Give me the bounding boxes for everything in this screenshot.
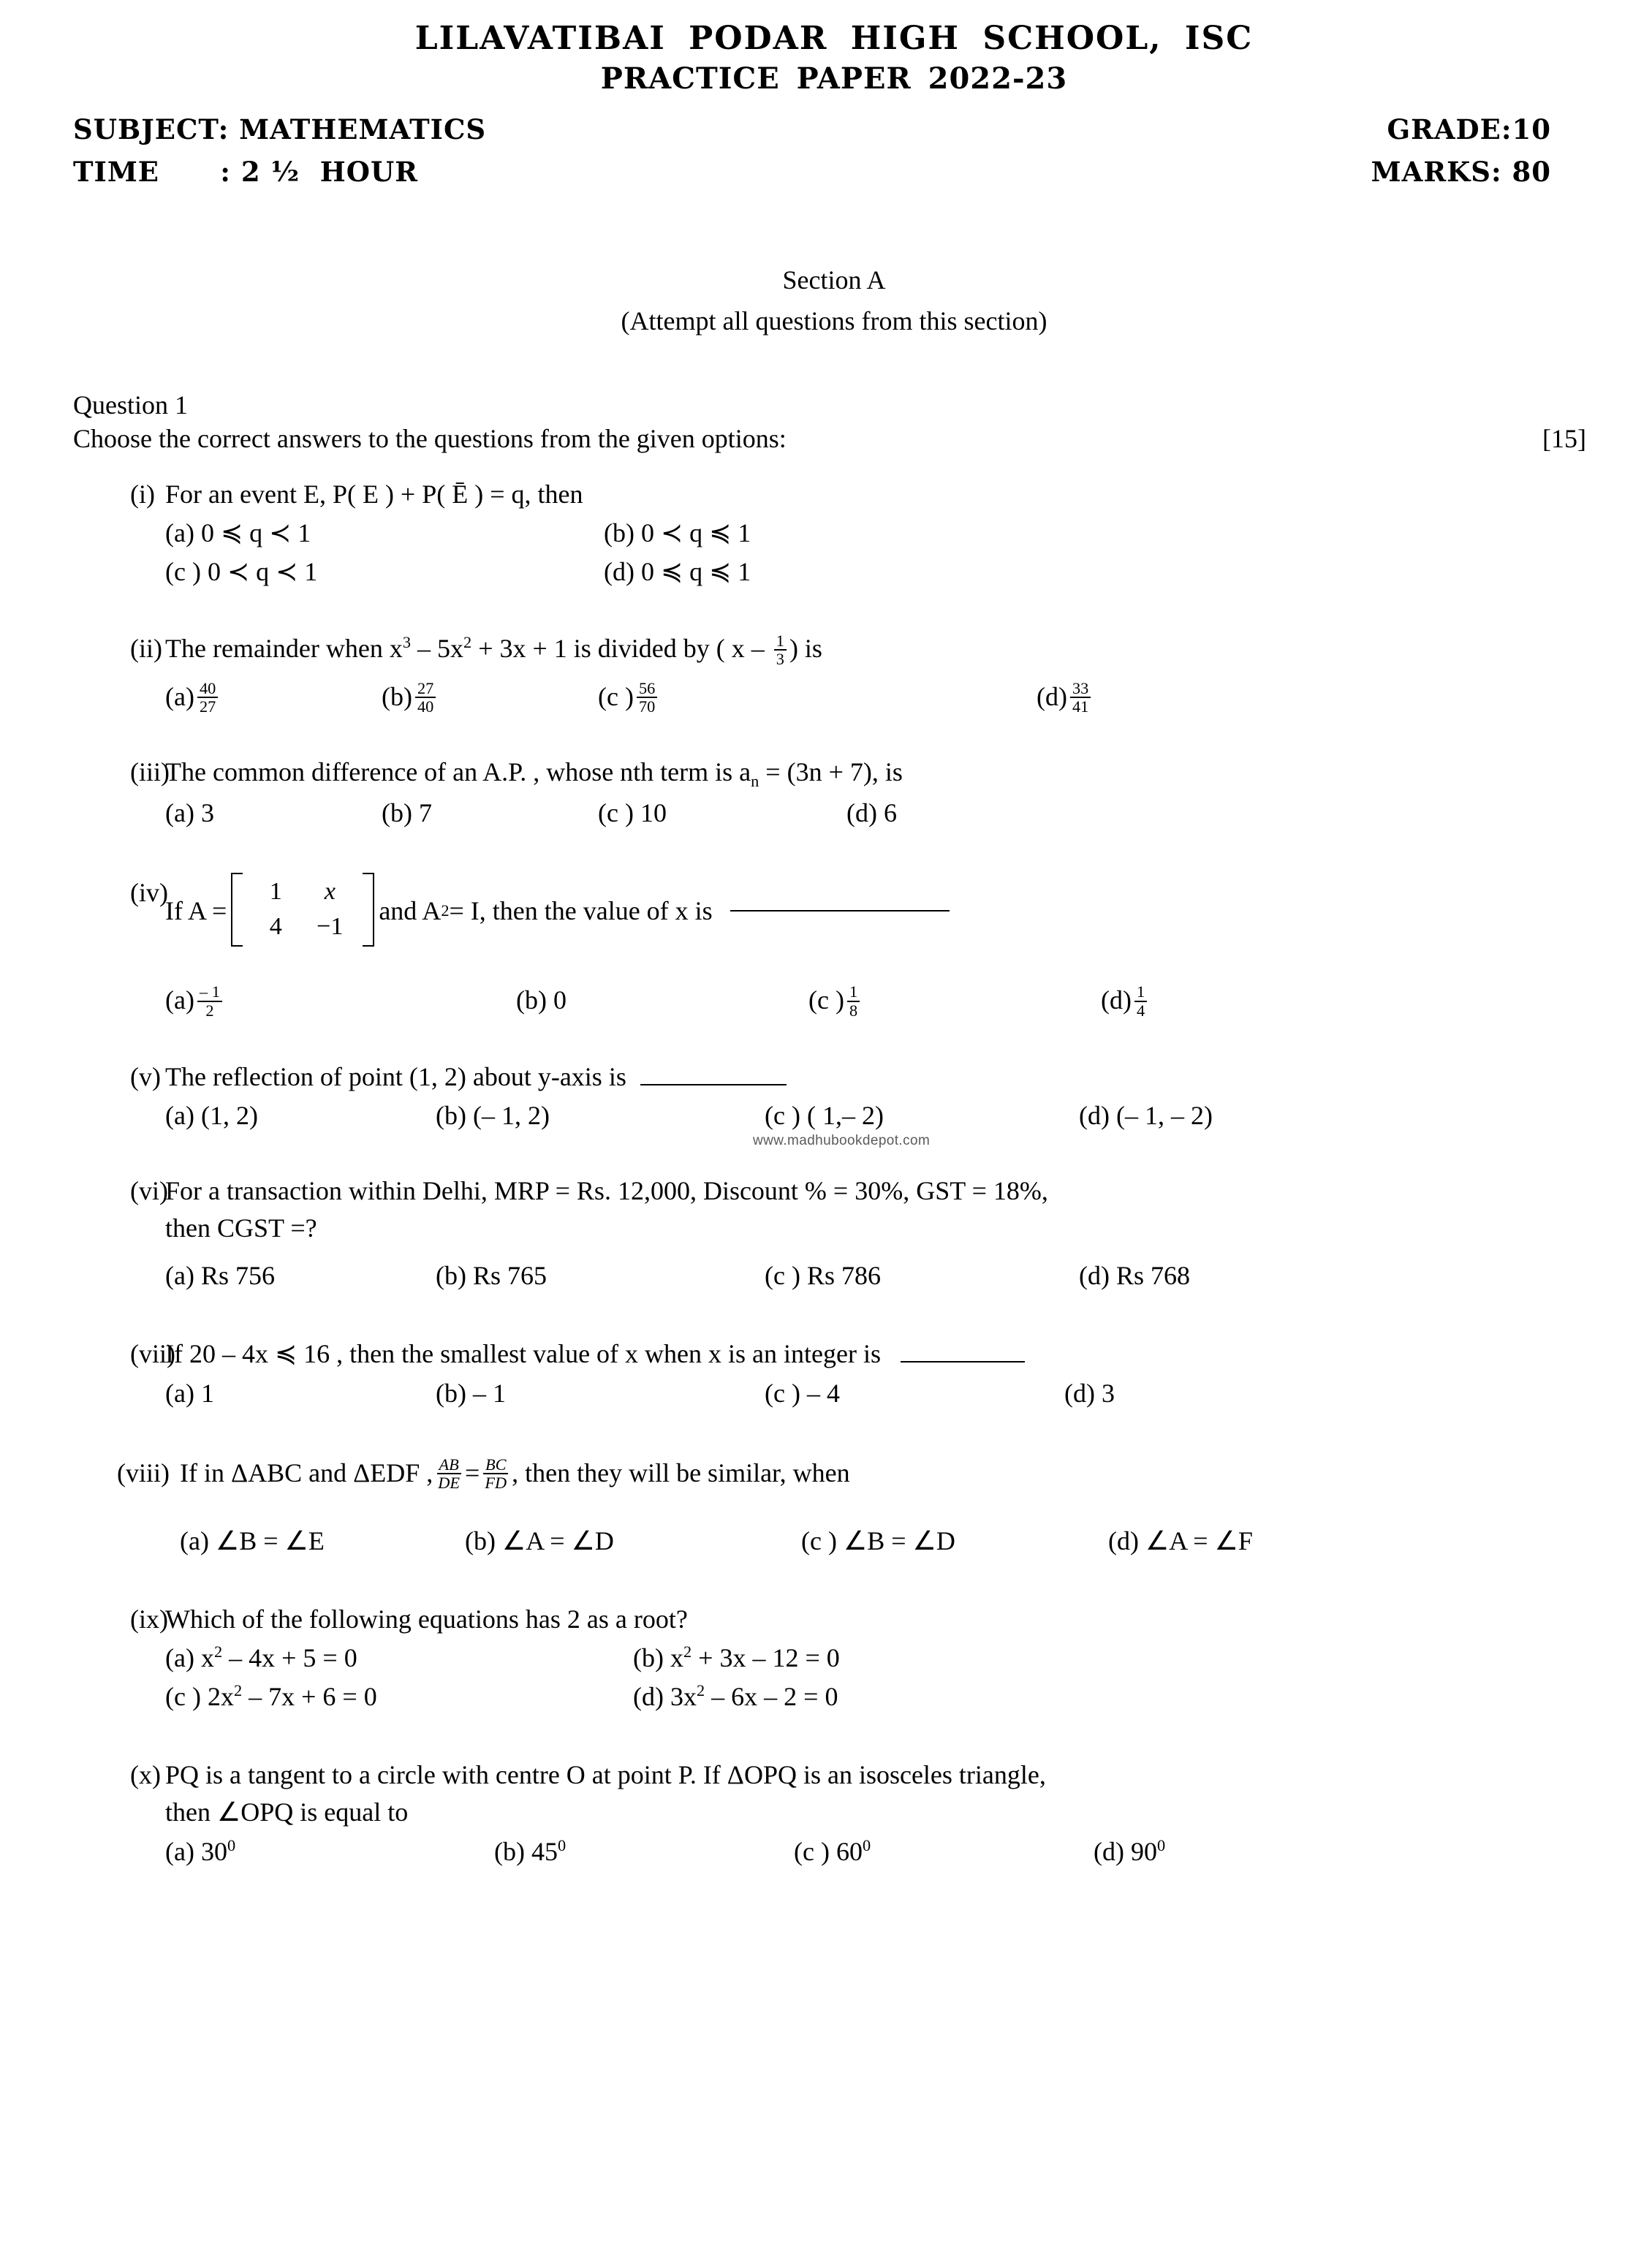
fraction: $\frac{1}{4}$ — [1134, 983, 1147, 1019]
item-roman: (iv) — [130, 877, 168, 907]
time-marks-row — [73, 156, 1595, 188]
option-d[interactable]: (d) $90^0$ — [1094, 1835, 1166, 1866]
fraction: $\frac{27}{40}$ — [415, 680, 436, 716]
option-b[interactable]: (b) (– 1, 2) — [436, 1101, 550, 1131]
item-roman: (vii) — [130, 1339, 175, 1369]
stem-part: The reflection of point (1, 2) about y-axis is — [165, 1061, 626, 1091]
bracket-right — [363, 873, 374, 947]
option-b[interactable]: (b) $x^2 + 3x - 12 = 0$ — [633, 1642, 840, 1673]
stem-part: The remainder when x — [165, 634, 403, 664]
item-roman: (ii) — [130, 634, 162, 664]
option-c[interactable]: (c ) ( 1,– 2) — [765, 1101, 884, 1131]
option-row — [165, 1257, 1595, 1295]
fraction: $\frac{33}{41}$ — [1070, 680, 1091, 716]
item-stem-line-1: For a transaction within Delhi, MRP = Rs. 12,000, Discount % = 30%, GST = 18%, — [165, 1176, 1048, 1206]
stem-part: If A = — [165, 895, 227, 925]
fraction: $\frac{- 1}{2}$ — [197, 983, 222, 1019]
option-b[interactable]: (b) ∠A = ∠D — [465, 1526, 614, 1555]
school-name: LILAVATIBAI PODAR HIGH SCHOOL, ISC — [414, 20, 1254, 57]
item-stem: For an event E, P( E ) + P( Ē ) = q, then — [165, 480, 583, 509]
option-c[interactable]: (c ) 10 — [598, 797, 667, 827]
bracket-left — [231, 873, 243, 947]
option-a[interactable]: (a) ∠B = ∠E — [180, 1526, 325, 1555]
option-c[interactable]: (c ) $60^0$ — [794, 1835, 871, 1866]
option-a[interactable]: (a) $\frac{40}{27}$ — [165, 678, 382, 717]
stem-subscript: n — [751, 771, 759, 790]
mcq-item-i — [73, 476, 1595, 591]
paper-title: PRACTICE PAPER 2022-23 — [600, 61, 1068, 96]
option-b[interactable]: (b) 7 — [382, 797, 432, 827]
option-d[interactable]: (d) ∠A = ∠F — [1108, 1526, 1253, 1555]
item-roman: (x) — [130, 1760, 161, 1790]
mcq-item-iii — [73, 754, 1595, 832]
marks-label: MARKS: 80 — [1371, 155, 1551, 188]
option-row — [165, 678, 1595, 717]
option-row — [180, 1523, 1595, 1560]
stem-exponent: 3 — [402, 633, 412, 652]
fraction: $\frac{1}{8}$ — [847, 983, 860, 1019]
option-row — [165, 1375, 1595, 1412]
stem-part: and A — [379, 895, 442, 925]
question-marks: [15] — [1542, 424, 1586, 454]
option-d[interactable]: (d) (– 1, – 2) — [1079, 1101, 1213, 1131]
stem-part: If in ΔABC and ΔEDF , — [180, 1458, 433, 1487]
option-row — [165, 1640, 1595, 1677]
option-d[interactable]: (d) $3x^2 - 6x - 2 = 0$ — [633, 1681, 838, 1712]
option-c[interactable]: (c ) $\frac{1}{8}$ — [808, 982, 1101, 1020]
mcq-item-v — [73, 1058, 1595, 1134]
section-title: Section A — [782, 265, 886, 295]
option-row — [165, 1833, 1595, 1871]
matrix-A — [231, 873, 374, 947]
answer-blank[interactable] — [640, 1084, 787, 1085]
grade-label: GRADE:10 — [1387, 113, 1551, 145]
mcq-item-ix — [73, 1601, 1595, 1716]
stem-part: The common difference of an A.P. , whose nth term is a — [165, 757, 751, 787]
option-row — [165, 1678, 1595, 1716]
option-b[interactable]: (b) Rs 765 — [436, 1261, 547, 1291]
matrix-cell: 4 — [269, 913, 282, 941]
option-a[interactable]: (a) (1, 2) — [165, 1101, 258, 1131]
matrix-cell: −1 — [317, 913, 344, 941]
option-row — [165, 515, 1595, 552]
fraction: $\frac{40}{27}$ — [197, 680, 218, 716]
option-b[interactable]: (b) $\frac{27}{40}$ — [382, 678, 598, 717]
item-stem — [180, 1455, 1595, 1493]
option-a[interactable]: (a) $x^2 - 4x + 5 = 0$ — [165, 1642, 357, 1673]
stem-part: + 3x + 1 is divided by ( x – — [471, 634, 771, 664]
mcq-item-x — [73, 1756, 1595, 1870]
item-stem-line-1: PQ is a tangent to a circle with centre O at point P. If ΔOPQ is an isosceles triangle, — [165, 1760, 1046, 1790]
subject-label: SUBJECT: MATHEMATICS — [73, 113, 487, 145]
option-a[interactable]: (a) 3 — [165, 797, 214, 827]
item-roman: (viii) — [117, 1458, 170, 1487]
stem-part: – 5x — [411, 634, 464, 664]
item-stem — [165, 1335, 1595, 1373]
option-b[interactable]: (b) 0 ≺ q ≼ 1 — [604, 518, 751, 548]
option-c[interactable]: (c ) 0 ≺ q ≺ 1 — [165, 557, 318, 587]
option-a[interactable]: (a) Rs 756 — [165, 1261, 275, 1291]
mcq-item-iv — [73, 874, 1595, 1020]
fraction: $\frac{56}{70}$ — [637, 680, 657, 716]
stem-exponent: 2 — [441, 901, 450, 920]
option-row — [165, 795, 1595, 832]
option-row — [165, 553, 1595, 591]
item-roman: (ix) — [130, 1604, 168, 1634]
option-d[interactable]: (d) 0 ≼ q ≼ 1 — [604, 557, 751, 587]
option-d[interactable]: (d) $\frac{33}{41}$ — [1037, 678, 1094, 717]
option-c[interactable]: (c ) ∠B = ∠D — [801, 1526, 955, 1555]
stem-part: If 20 – 4x ≼ 16 , then the smallest value of x when x is an integer is — [165, 1339, 881, 1369]
item-roman: (v) — [130, 1061, 161, 1091]
item-stem-line-2: then ∠OPQ is equal to — [165, 1797, 409, 1827]
matrix-cell: 1 — [269, 877, 282, 905]
stem-part: = (3n + 7), is — [759, 757, 903, 787]
option-b[interactable]: (b) 0 — [516, 985, 567, 1015]
item-roman: (i) — [130, 480, 155, 509]
fraction-ab-de: $\frac{AB}{DE}$ — [438, 1455, 461, 1493]
option-b[interactable]: (b) – 1 — [436, 1378, 506, 1408]
option-a[interactable]: (a) 0 ≼ q ≺ 1 — [165, 518, 311, 548]
item-stem — [165, 630, 1595, 669]
option-b[interactable]: (b) $45^0$ — [494, 1835, 567, 1866]
item-roman: (iii) — [130, 757, 170, 787]
item-stem — [165, 874, 1595, 948]
option-d[interactable]: (d) 3 — [1064, 1378, 1115, 1408]
option-d[interactable]: (d) 6 — [846, 797, 897, 827]
section-subtitle: (Attempt all questions from this section) — [621, 306, 1047, 336]
option-a[interactable]: (a) $30^0$ — [165, 1835, 236, 1866]
section-heading — [73, 261, 1595, 340]
option-c[interactable]: (c ) Rs 786 — [765, 1261, 881, 1291]
stem-exponent: 2 — [463, 633, 472, 652]
item-stem — [165, 754, 1595, 793]
item-roman: (vi) — [130, 1176, 168, 1206]
question-prompt-row — [73, 423, 1595, 454]
option-d[interactable]: (d) Rs 768 — [1079, 1261, 1190, 1291]
option-a[interactable]: (a) $\frac{- 1}{2}$ — [165, 982, 516, 1020]
option-d[interactable]: (d) $\frac{1}{4}$ — [1101, 982, 1150, 1020]
time-label: TIME : 2 ½ HOUR — [73, 155, 419, 188]
mcq-item-ii — [73, 630, 1595, 716]
answer-blank[interactable] — [901, 1361, 1025, 1363]
option-row — [165, 1097, 1595, 1134]
mcq-item-vi — [73, 1172, 1595, 1295]
stem-part: ) is — [789, 634, 822, 664]
fraction-one-third: $\frac{1}{3}$ — [774, 632, 787, 668]
option-c[interactable]: (c ) $2x^2 - 7x + 6 = 0$ — [165, 1681, 377, 1712]
answer-blank[interactable] — [730, 910, 950, 912]
stem-part: = I, then the value of x is — [449, 895, 713, 925]
option-a[interactable]: (a) 1 — [165, 1378, 214, 1408]
fraction-bc-fd: $\frac{BC}{FD}$ — [482, 1456, 509, 1492]
item-stem — [165, 1058, 1595, 1096]
option-c[interactable]: (c ) $\frac{56}{70}$ — [598, 678, 1037, 717]
option-row — [165, 982, 1595, 1020]
subject-grade-row — [73, 113, 1595, 145]
watermark-text: www.madhubookdepot.com — [753, 1133, 931, 1148]
matrix-cell: x — [324, 877, 336, 905]
equals-sign: = — [465, 1458, 480, 1487]
mcq-item-viii — [73, 1455, 1595, 1560]
item-stem-line-2: then CGST =? — [165, 1213, 317, 1243]
mcq-item-vii — [73, 1335, 1595, 1411]
item-stem: Which of the following equations has 2 as a root? — [165, 1604, 688, 1634]
option-c[interactable]: (c ) – 4 — [765, 1378, 840, 1408]
question-number: Question 1 — [73, 390, 188, 420]
question-prompt: Choose the correct answers to the questions from the given options: — [73, 424, 787, 454]
stem-part: , then they will be similar, when — [512, 1458, 850, 1487]
